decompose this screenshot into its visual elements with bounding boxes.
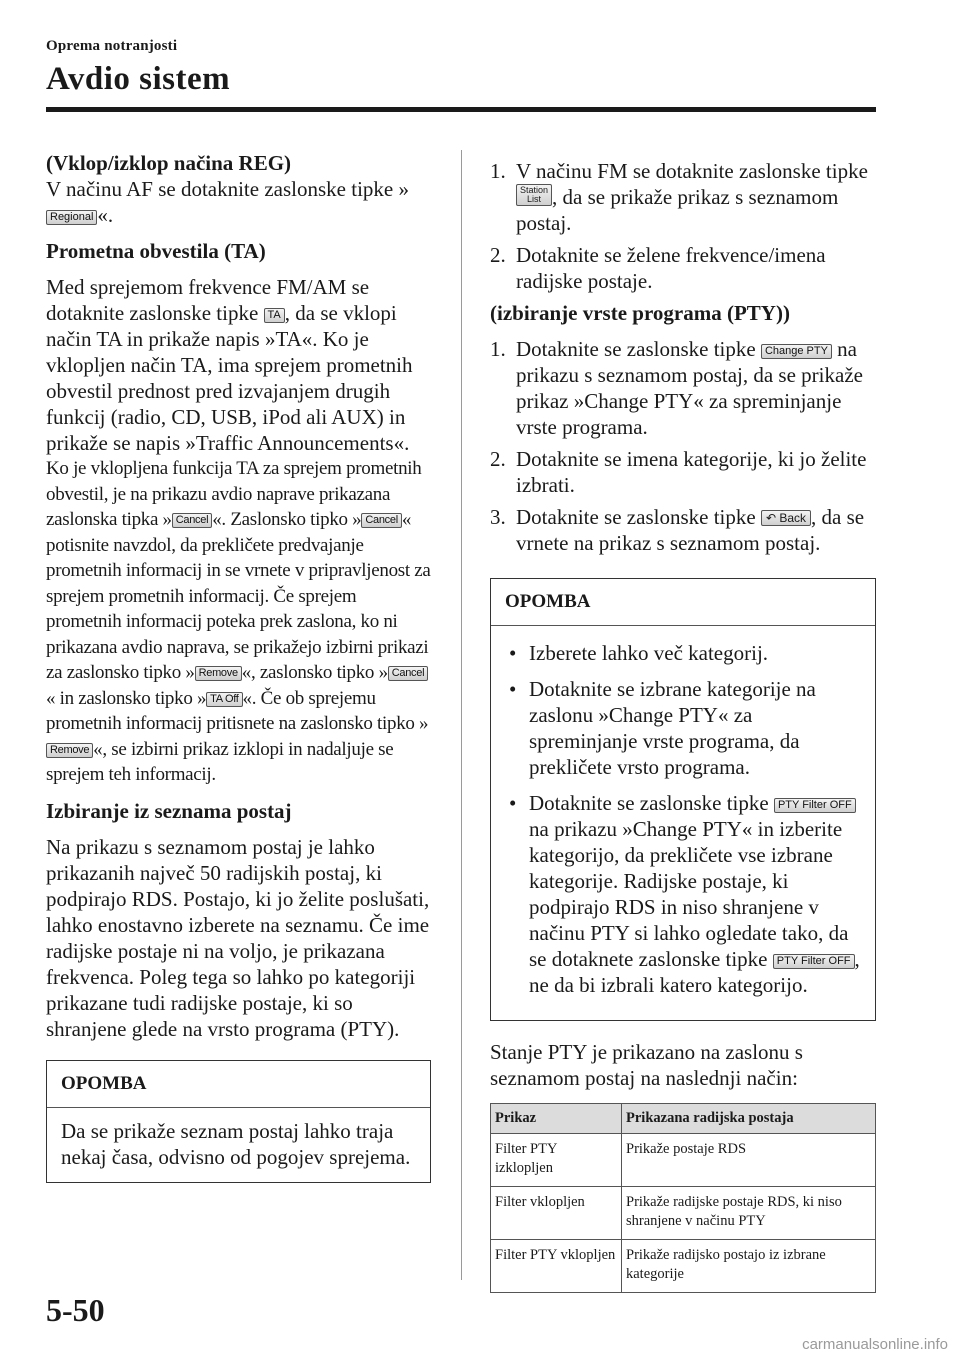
remove-button-icon: Remove bbox=[46, 743, 93, 758]
note-text: Da se prikaže seznam postaj lahko traja nekaj časa, odvisno od pogojev sprejema. bbox=[61, 1118, 411, 1169]
step-text: , da se vrnete na prikaz s seznamom postaj. bbox=[516, 505, 865, 555]
ta-text-part: « potisnite navzdol, da prekličete predvajanje prometnih informacij in se vrnete v pripravljenost za sprejem prometnih informacij. Če sprejem prometnih informacij poteka prek zaslona, ko ni prikazana avdio naprava, se prikažejo izbirni prikazi za zaslonsko tipko » bbox=[46, 509, 431, 683]
list-item bbox=[490, 158, 876, 236]
pty-heading: (izbiranje vrste programa (PTY)) bbox=[490, 301, 790, 325]
note-heading: OPOMBA bbox=[47, 1061, 430, 1108]
pty-filter-off-button-icon: PTY Filter OFF bbox=[773, 954, 855, 969]
ta-text-part: «. Zaslonsko tipko » bbox=[212, 509, 362, 530]
station-list-heading: Izbiranje iz seznama postaj bbox=[46, 798, 292, 823]
list-item bbox=[490, 504, 876, 556]
bullet-icon: • bbox=[509, 791, 517, 815]
station-list-label-1: Station bbox=[520, 185, 549, 195]
ta-paragraph-1 bbox=[46, 274, 431, 456]
reg-text bbox=[46, 176, 431, 228]
table-cell: Prikaže radijske postaje RDS, ki niso shranjene v načinu PTY bbox=[622, 1187, 876, 1240]
ta-text-part: , da se vklopi način TA in prikaže napis »TA«. Ko je vklopljen način TA, ima sprejem prometnih obvestil prednost pred izvajanjem drugih funkcij (radio, CD, USB, iPod ali AUX) in prikaže se napis »Traffic Announcements«. bbox=[46, 301, 413, 455]
change-pty-button-icon: Change PTY bbox=[761, 344, 832, 359]
note-box-right bbox=[490, 578, 876, 1021]
step-text: Dotaknite se želene frekvence/imena radijske postaje. bbox=[516, 243, 826, 293]
step-number: 2. bbox=[490, 243, 506, 267]
table-row bbox=[491, 1187, 876, 1240]
ta-text-part: Ko je vklopljena funkcija TA za sprejem prometnih obvestil, je na prikazu avdio naprave prikazana zaslonska tipka » bbox=[46, 458, 422, 530]
table-row bbox=[491, 1240, 876, 1293]
cancel-button-icon: Cancel bbox=[172, 513, 212, 528]
station-list-button-icon bbox=[516, 184, 552, 206]
note-bullets bbox=[505, 640, 861, 998]
page-number: 5-50 bbox=[46, 1292, 105, 1328]
list-item bbox=[505, 790, 861, 998]
header-rule bbox=[46, 107, 876, 112]
reg-heading: (Vklop/izklop načina REG) bbox=[46, 151, 292, 175]
list-item bbox=[490, 446, 876, 498]
bullet-icon: • bbox=[509, 677, 517, 701]
list-item bbox=[505, 676, 861, 780]
step-number: 2. bbox=[490, 447, 506, 471]
step-text: Dotaknite se zaslonske tipke bbox=[516, 337, 761, 361]
pty-state-table bbox=[490, 1103, 876, 1293]
pty-steps bbox=[490, 336, 876, 556]
step-number: 1. bbox=[490, 337, 506, 361]
table-cell: Filter PTY vklopljen bbox=[491, 1240, 622, 1293]
table-cell: Prikaže postaje RDS bbox=[622, 1134, 876, 1187]
page-header bbox=[46, 38, 876, 98]
table-header: Prikazana radijska postaja bbox=[622, 1104, 876, 1134]
station-steps bbox=[490, 158, 876, 294]
back-label: Back bbox=[779, 511, 807, 525]
step-text: Dotaknite se imena kategorije, ki jo želite izbrati. bbox=[516, 447, 867, 497]
ta-off-button-icon: TA Off bbox=[206, 692, 242, 707]
ta-text-part: «, se izbirni prikaz izklopi in nadaljuje se sprejem teh informacij. bbox=[46, 738, 394, 785]
ta-text-part: « in zaslonsko tipko » bbox=[46, 687, 207, 709]
ta-button-icon: TA bbox=[264, 308, 285, 323]
cancel-button-icon: Cancel bbox=[388, 666, 428, 681]
bullet-text: Izberete lahko več kategorij. bbox=[529, 641, 769, 665]
step-text: Dotaknite se zaslonske tipke bbox=[516, 505, 761, 529]
reg-text-part: «. bbox=[97, 203, 114, 227]
step-text: V načinu FM se dotaknite zaslonske tipke bbox=[516, 159, 868, 183]
table-cell: Filter vklopljen bbox=[491, 1187, 622, 1240]
list-item bbox=[490, 242, 876, 294]
bullet-text: Dotaknite se izbrane kategorije na zaslonu »Change PTY« za spreminjanje vrste programa, da prekličete vrsto programa. bbox=[529, 677, 816, 779]
left-column bbox=[46, 150, 431, 1183]
ta-text-part: «. Če ob sprejemu prometnih informacij pritisnete na zaslonsko tipko » bbox=[46, 687, 429, 734]
step-text: , da se prikaže prikaz s seznamom postaj. bbox=[516, 185, 839, 235]
ta-text-part: «, zaslonsko tipko » bbox=[241, 662, 388, 683]
bullet-icon: • bbox=[509, 641, 517, 665]
pty-filter-off-button-icon: PTY Filter OFF bbox=[774, 798, 856, 813]
regional-button-icon: Regional bbox=[46, 210, 97, 225]
note-heading: OPOMBA bbox=[491, 579, 875, 626]
right-column bbox=[490, 158, 876, 1293]
back-arrow-icon: ↶ bbox=[765, 511, 780, 525]
ta-heading: Prometna obvestila (TA) bbox=[46, 239, 266, 263]
table-header: Prikaz bbox=[491, 1104, 622, 1134]
table-cell: Prikaže radijsko postajo iz izbrane kategorije bbox=[622, 1240, 876, 1293]
column-divider bbox=[461, 150, 462, 1280]
station-list-text: Na prikazu s seznamom postaj je lahko prikazanih največ 50 radijskih postaj, ki podpirajo RDS. Postajo, ki jo želite poslušati, lahko enostavno izberete na seznamu. Če ime radijske postaje ni na voljo, je prikazana frekvenca. Poleg tega so lahko po kategoriji prikazane tudi radijske postaje, ki so shranjene glede na vrsto programa (PTY). bbox=[46, 834, 430, 1041]
step-text: na prikazu s seznamom postaj, da se prikaže prikaz »Change PTY« za spreminjanje vrste programa. bbox=[516, 337, 863, 439]
watermark: carmanualsonline.info bbox=[802, 1336, 948, 1353]
bullet-text: Dotaknite se zaslonske tipke bbox=[529, 791, 774, 815]
table-row bbox=[491, 1134, 876, 1187]
step-number: 3. bbox=[490, 505, 506, 529]
table-cell: Filter PTY izklopljen bbox=[491, 1134, 622, 1187]
note-box-left bbox=[46, 1060, 431, 1183]
section-name: Oprema notranjosti bbox=[46, 38, 178, 54]
back-button-icon bbox=[761, 510, 811, 526]
ta-paragraph-2 bbox=[46, 456, 431, 788]
page-title: Avdio sistem bbox=[46, 61, 231, 97]
ta-text-part: Med sprejemom frekvence FM/AM se dotaknite zaslonske tipke bbox=[46, 275, 370, 325]
reg-text-part: V načinu AF se dotaknite zaslonske tipke » bbox=[46, 177, 409, 201]
pty-state-text: Stanje PTY je prikazano na zaslonu s seznamom postaj na naslednji način: bbox=[490, 1040, 803, 1090]
list-item bbox=[490, 336, 876, 440]
list-item bbox=[505, 640, 861, 666]
station-list-label-2: List bbox=[527, 194, 542, 204]
step-number: 1. bbox=[490, 159, 506, 183]
remove-button-icon: Remove bbox=[195, 666, 242, 681]
bullet-text: , ne da bi izbrali katero kategorijo. bbox=[529, 947, 860, 997]
bullet-text: na prikazu »Change PTY« in izberite kategorijo, da prekličete vse izbrane kategorije. Radijske postaje, ki podpirajo RDS in niso shranjene v načinu PTY si lahko ogledate tako, da se dotaknete zaslonske tipke bbox=[529, 817, 849, 971]
table-header-row bbox=[491, 1104, 876, 1134]
cancel-button-icon: Cancel bbox=[361, 513, 401, 528]
